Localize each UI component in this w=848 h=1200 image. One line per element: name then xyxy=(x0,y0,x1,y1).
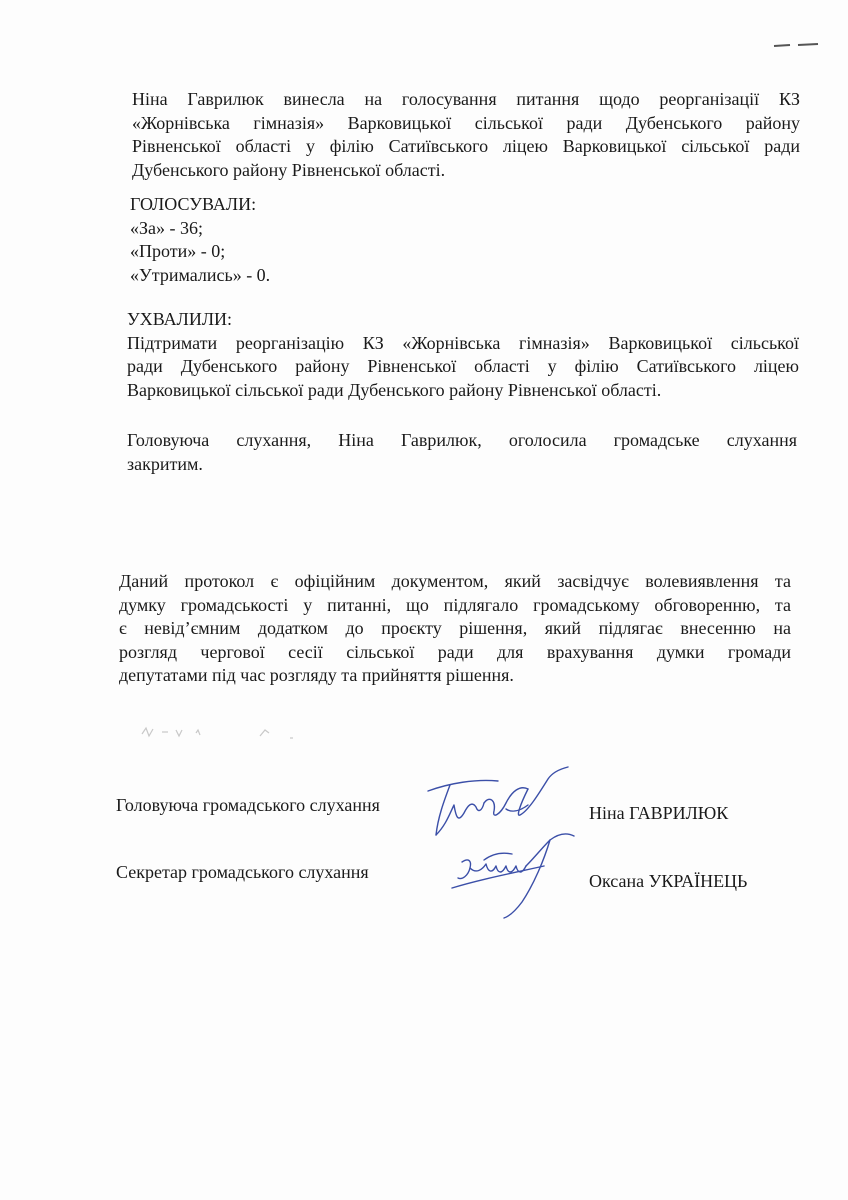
resolved-line: ради Дубенського району Рівненської області у філію Сатиївського ліцею xyxy=(127,356,799,376)
voting-section xyxy=(130,193,530,287)
votes-abstained: «Утримались» - 0. xyxy=(130,264,271,285)
protocol-line: розгляд чергової сесії сільської ради для врахування думки громади xyxy=(119,641,791,662)
chair-role-label: Головуюча громадського слухання xyxy=(116,795,380,815)
votes-for: «За» - 36; xyxy=(130,217,204,238)
closing-line: Головуюча слухання, Ніна Гаврилюк, оголосила громадське слухання xyxy=(127,430,797,450)
faint-scan-marks xyxy=(140,720,310,744)
paragraph-line: Рівненської області у філію Сатиївського ліцею Варковицької сільської ради xyxy=(132,136,800,156)
closing-line: закритим. xyxy=(127,453,203,474)
resolved-section xyxy=(127,308,799,402)
secretary-role-label: Секретар громадського слухання xyxy=(116,862,369,882)
voting-heading: ГОЛОСУВАЛИ: xyxy=(130,194,257,214)
resolved-line: Варковицької сільської ради Дубенського району Рівненської області. xyxy=(127,379,662,400)
resolved-line: Підтримати реорганізацію КЗ «Жорнівська гімназія» Варковицької сільської xyxy=(127,332,799,353)
chair-name: Ніна ГАВРИЛЮК xyxy=(589,803,729,823)
paragraph-line: Ніна Гаврилюк винесла на голосування питання щодо реорганізації КЗ xyxy=(132,89,800,109)
secretary-name: Оксана УКРАЇНЕЦЬ xyxy=(589,871,748,891)
votes-against: «Проти» - 0; xyxy=(130,241,226,261)
paragraph-line: Дубенського району Рівненської області. xyxy=(132,159,446,180)
protocol-line: Даний протокол є офіційним документом, який засвідчує волевиявлення та xyxy=(119,571,791,591)
corner-pen-mark xyxy=(772,40,820,50)
protocol-statement-paragraph xyxy=(119,570,791,688)
resolved-heading: УХВАЛИЛИ: xyxy=(127,309,233,329)
closing-paragraph xyxy=(127,429,797,476)
secretary-signature-image xyxy=(448,830,588,920)
protocol-line: депутатами під час розгляду та прийняття рішення. xyxy=(119,665,514,685)
paragraph-line: «Жорнівська гімназія» Варковицької сільської ради Дубенського району xyxy=(132,112,800,133)
protocol-line: є невід’ємним додатком до проєкту рішення, який підлягає внесенню на xyxy=(119,618,791,638)
vote-question-paragraph xyxy=(132,88,800,182)
protocol-line: думку громадськості у питанні, що підлягало громадському обговоренню, та xyxy=(119,594,791,615)
